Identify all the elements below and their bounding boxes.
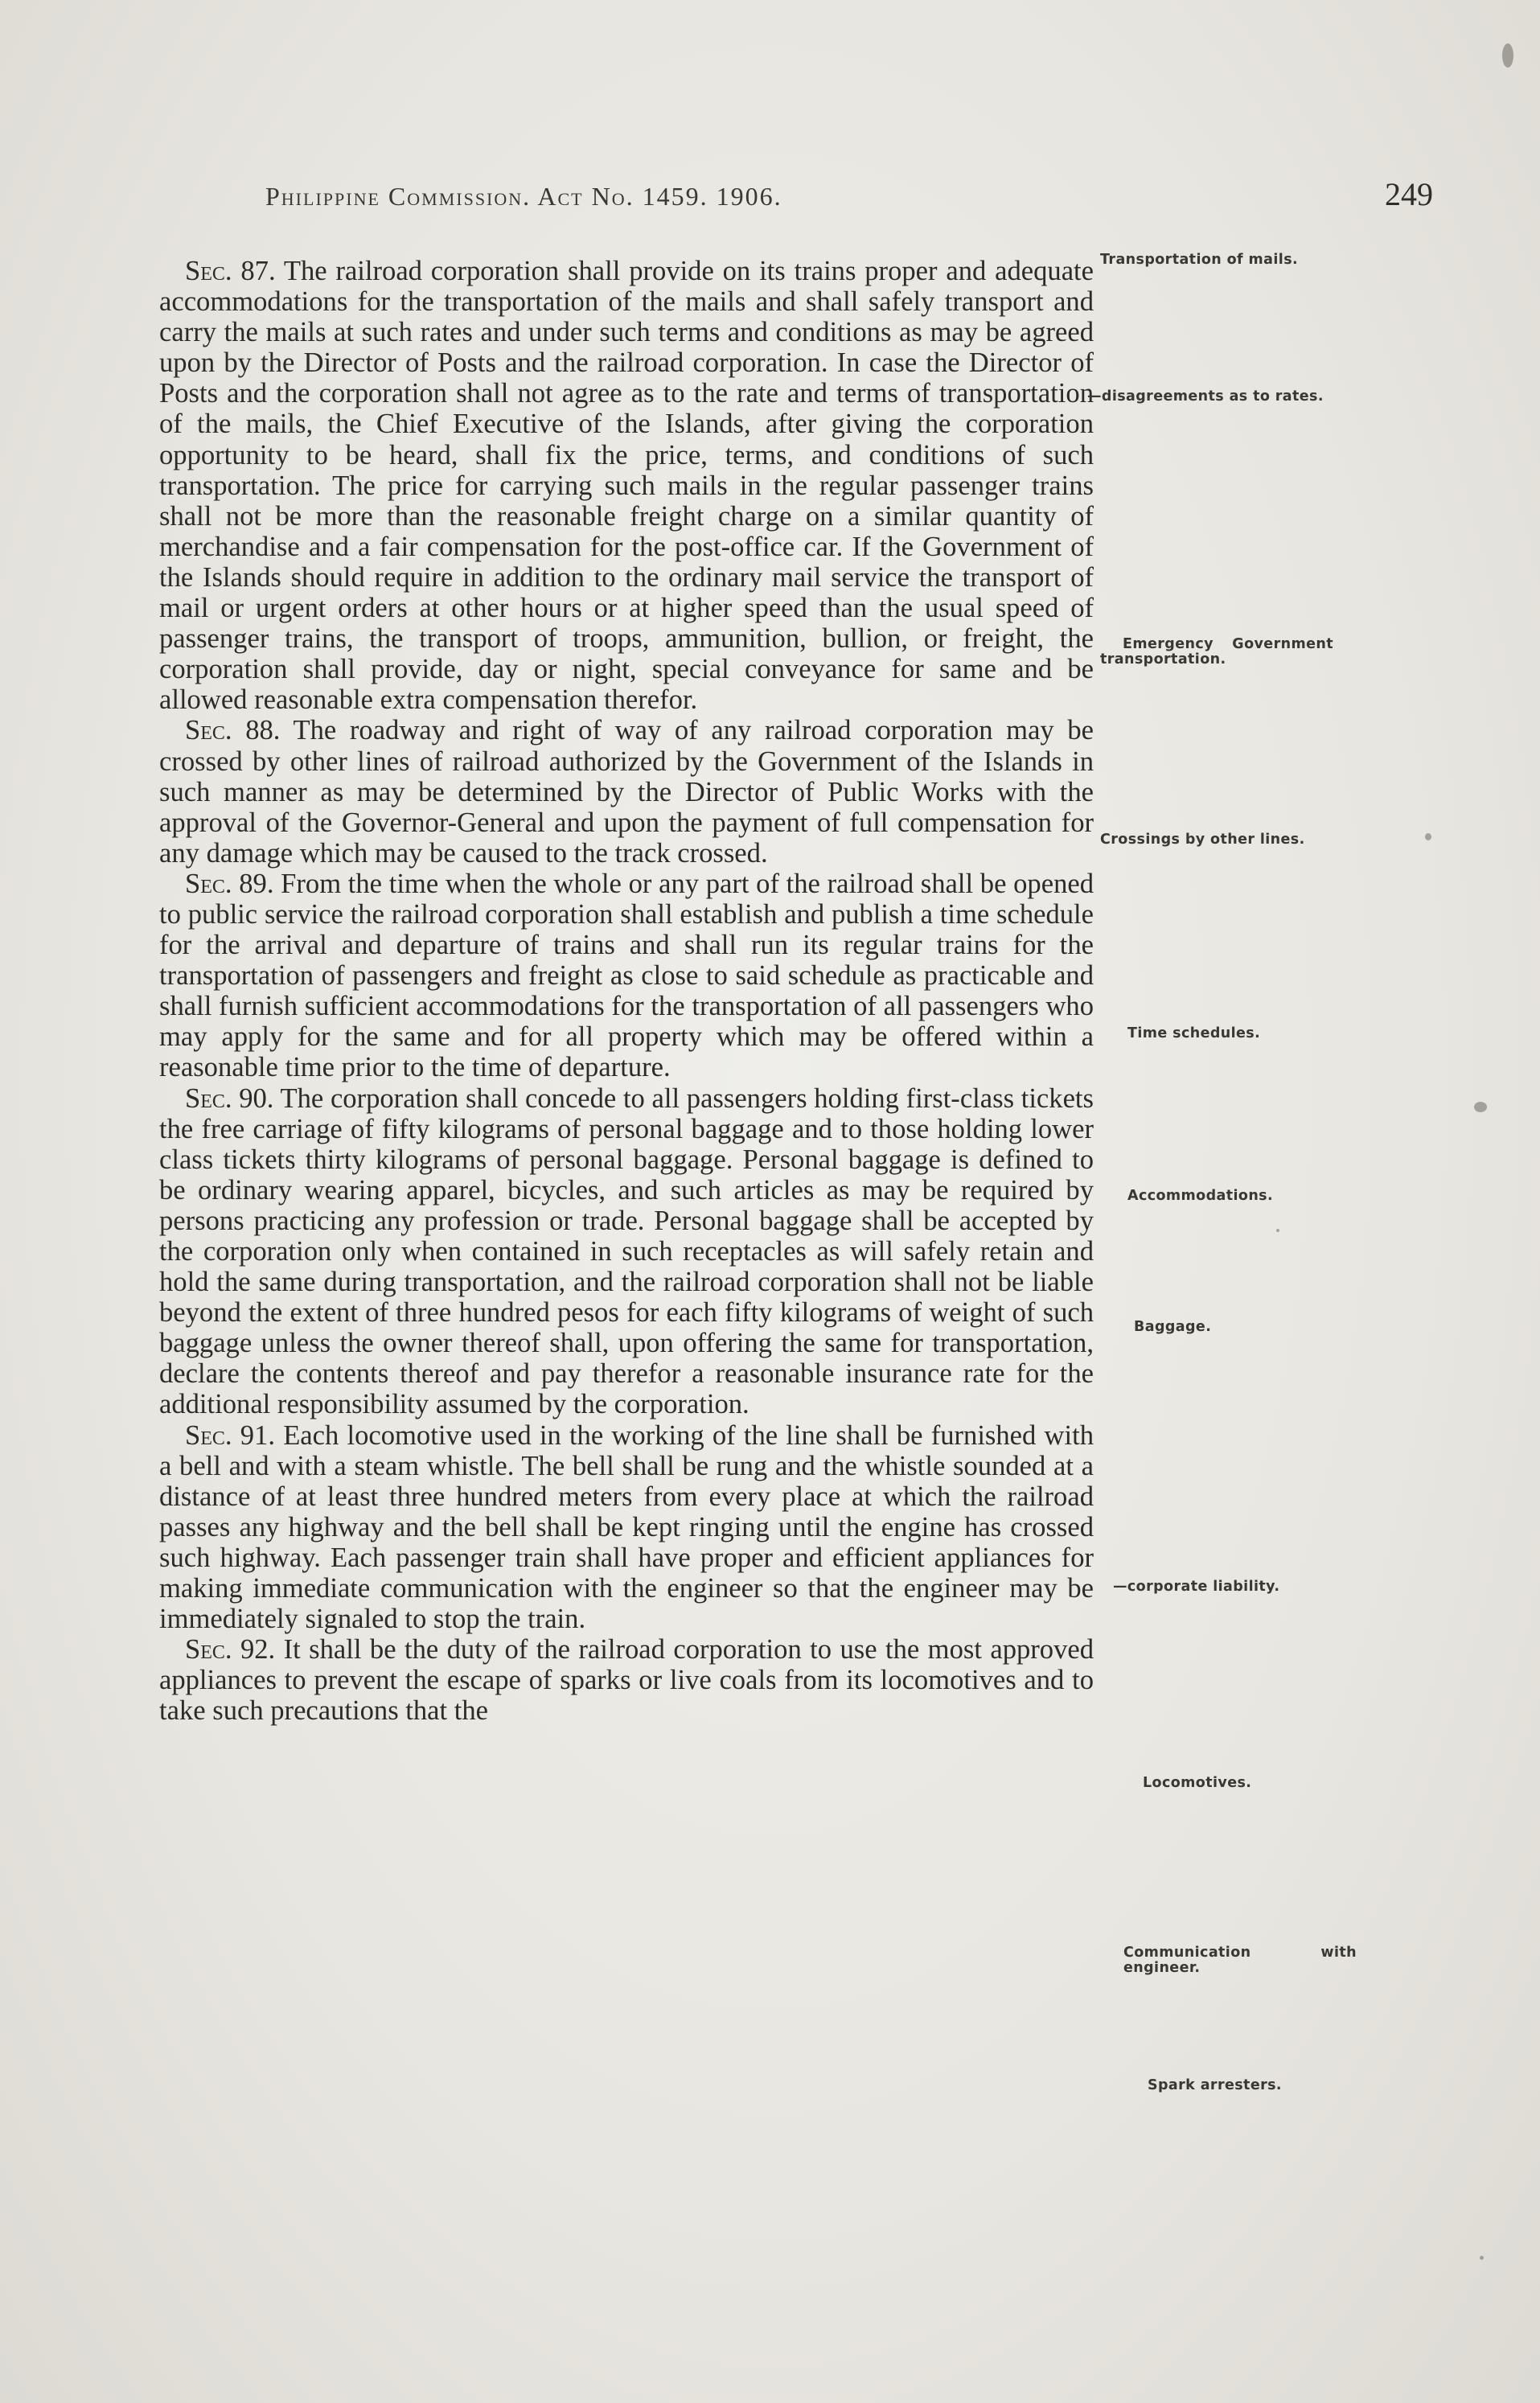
section-text: From the time when the whole or any part of the railroad shall be opened to public service the railroad corporation shall establish and publish a time schedule for the arrival and departure of trains and shall run its regular trains for the transportation of passengers and freight as close to said schedule as practicable and shall furnish sufficient accommodations for the transportation of all passengers who may apply for the same and for all property which may be offered within a reasonable time prior to the time of departure. (159, 868, 1094, 1083)
section-label: Sec. 88. (185, 715, 281, 746)
margin-note-baggage: Baggage. (1134, 1319, 1212, 1335)
margin-note-transportation-of-mails: Transportation of mails. (1100, 252, 1299, 268)
section-90 (159, 1083, 1094, 1420)
margin-note-crossings-by-other-lines: Crossings by other lines. (1100, 832, 1305, 848)
section-91 (159, 1420, 1094, 1635)
margin-note-locomotives: Locomotives. (1143, 1775, 1252, 1791)
section-label: Sec. 87. (185, 256, 276, 286)
section-text: The roadway and right of way of any railroad corporation may be crossed by other lines of railroad authorized by the Government of the Islands in such manner as may be determined by the Director of Public Works with the approval of the Governor-General and upon the payment of full compensation for any damage which may be caused to the track crossed. (159, 715, 1094, 869)
scan-speck (1502, 43, 1513, 68)
scan-speck (1480, 2256, 1484, 2260)
margin-note-corporate-liability: —corporate liability. (1113, 1579, 1280, 1595)
margin-note-accommodations: Accommodations. (1127, 1188, 1274, 1204)
margin-note-disagreements-as-to-rates: —disagreements as to rates. (1087, 388, 1324, 405)
page-number: 249 (1385, 176, 1433, 212)
margin-note-spark-arresters: Spark arresters. (1148, 2077, 1282, 2093)
section-87 (159, 256, 1094, 715)
section-92 (159, 1634, 1094, 1726)
running-head: Philippine Commission. Act No. 1459. 1906. (265, 182, 782, 211)
section-label: Sec. 90. (185, 1082, 274, 1114)
margin-note-emergency-government-transportation: Emergency Government transportation. (1100, 636, 1333, 668)
scan-speck (1276, 1229, 1279, 1232)
section-text: It shall be the duty of the railroad corporation to use the most approved appliances to prevent the escape of sparks or live coals from its locomotives and to take such precautions that the (159, 1634, 1094, 1727)
section-text: Each locomotive used in the working of the line shall be furnished with a bell and with a steam whistle. The bell shall be rung and the whistle sounded at a distance of at least three hundred meters from every place at which the railroad passes any highway and the bell shall be kept ringing until the engine has crossed such highway. Each passenger train shall have proper and efficient appliances for making immediate communication with the engineer so that the engineer may be immediately signaled to stop the train. (159, 1419, 1094, 1635)
section-label: Sec. 92. (185, 1634, 276, 1666)
section-text: The corporation shall concede to all passengers holding first-class tickets the free carriage of fifty kilograms of personal baggage and to those holding lower class tickets thirty kilograms of personal baggage. Personal baggage is defined to be ordinary wearing apparel, bicycles, and such articles as may be required by persons practicing any profession or trade. Personal baggage shall be accepted by the corporation only when contained in such receptacles as will safely retain and hold the same during transportation, and the railroad corporation shall not be liable beyond the extent of three hundred pesos for each fifty kilograms of weight of such baggage unless the owner thereof shall, upon offering the same for transportation, declare the contents thereof and pay therefor a reasonable insurance rate for the additional responsibility assumed by the corporation. (159, 1082, 1094, 1420)
section-88 (159, 715, 1094, 868)
scan-speck (1474, 1102, 1487, 1112)
section-text: The railroad corporation shall provide on its trains proper and adequate accommodations for the transportation of the mails and shall safely transport and carry the mails at such rates and under such terms and conditions as may be agreed upon by the Director of Posts and the railroad corporation. In case the Director of Posts and the corporation shall not agree as to the rate and terms of transportation of the mails, the Chief Executive of the Islands, after giving the corporation opportunity to be heard, shall fix the price, terms, and conditions of such transportation. The price for carrying such mails in the regular passenger trains shall not be more than the reasonable freight charge on a similar quantity of merchandise and a fair compensation for the post-office car. If the Government of the Islands should require in addition to the ordinary mail service the transport of mail or urgent orders at other hours or at higher speed than the usual speed of passenger trains, the transport of troops, ammunition, bullion, or freight, the corporation shall provide, day or night, special conveyance for same and be allowed reasonable extra compensation therefor. (159, 256, 1094, 716)
page-header (0, 175, 1540, 224)
body-text (159, 256, 1094, 1727)
section-89 (159, 869, 1094, 1083)
margin-note-communication-with-engineer: Communication with engineer. (1123, 1945, 1357, 1976)
margin-note-time-schedules: Time schedules. (1127, 1025, 1261, 1041)
scan-speck (1425, 833, 1431, 840)
section-label: Sec. 91. (185, 1419, 275, 1451)
section-label: Sec. 89. (185, 868, 274, 899)
